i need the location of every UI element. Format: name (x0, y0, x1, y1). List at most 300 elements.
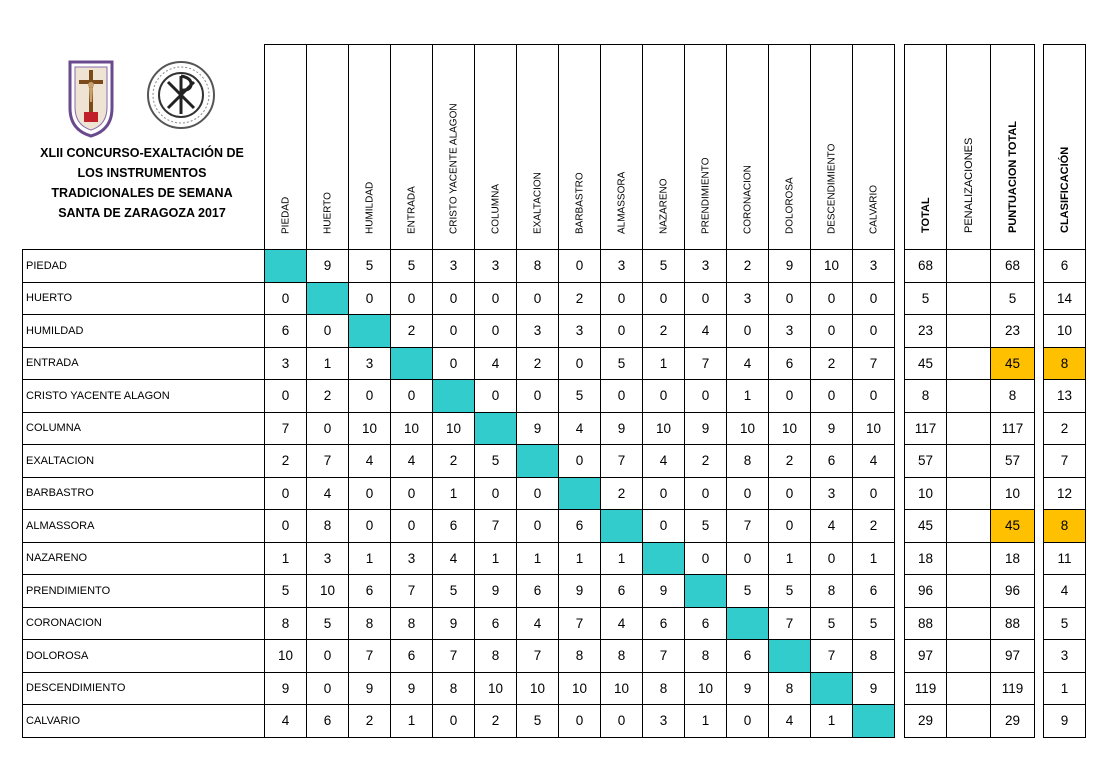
column-header (391, 45, 433, 250)
puntuacion-cell: 97 (991, 640, 1035, 673)
column-header-label: ENTRADA (406, 186, 417, 234)
score-cell: 10 (517, 672, 559, 705)
title-line: TRADICIONALES DE SEMANA (51, 186, 233, 200)
score-cell: 4 (643, 445, 685, 478)
score-cell: 0 (811, 380, 853, 413)
score-cell: 0 (433, 705, 475, 738)
penalizaciones-header-label: PENALIZACIONES (962, 137, 975, 233)
score-cell: 0 (685, 380, 727, 413)
score-cell: 10 (769, 412, 811, 445)
score-cell: 7 (811, 640, 853, 673)
total-cell: 23 (905, 315, 947, 348)
score-cell: 1 (475, 542, 517, 575)
score-cell: 4 (307, 477, 349, 510)
clasif-row (1044, 542, 1086, 575)
score-cell: 2 (559, 282, 601, 315)
clasif-row (1044, 282, 1086, 315)
score-cell: 0 (727, 315, 769, 348)
score-cell: 8 (349, 607, 391, 640)
diagonal-cell (685, 575, 727, 608)
score-cell: 5 (559, 380, 601, 413)
clasificacion-cell: 1 (1044, 672, 1086, 705)
score-cell: 6 (349, 575, 391, 608)
score-cell: 7 (559, 607, 601, 640)
puntuacion-cell: 8 (991, 380, 1035, 413)
score-cell: 4 (265, 705, 307, 738)
score-cell: 7 (643, 640, 685, 673)
score-cell: 7 (601, 445, 643, 478)
score-cell: 6 (853, 575, 895, 608)
row-name: COLUMNA (23, 412, 265, 445)
score-cell: 0 (265, 380, 307, 413)
score-cell: 7 (685, 347, 727, 380)
score-cell: 0 (727, 477, 769, 510)
score-cell: 5 (685, 510, 727, 543)
clasif-row (1044, 445, 1086, 478)
score-cell: 8 (727, 445, 769, 478)
score-cell: 0 (475, 315, 517, 348)
row-name: PIEDAD (23, 250, 265, 283)
score-cell: 0 (433, 347, 475, 380)
puntuacion-cell: 45 (991, 347, 1035, 380)
column-header (643, 45, 685, 250)
score-cell: 7 (475, 510, 517, 543)
score-cell: 1 (433, 477, 475, 510)
score-cell: 0 (475, 282, 517, 315)
score-cell: 0 (517, 510, 559, 543)
score-cell: 0 (265, 282, 307, 315)
puntuacion-cell: 117 (991, 412, 1035, 445)
score-cell: 0 (811, 315, 853, 348)
row-name: CALVARIO (23, 705, 265, 738)
clasificacion-cell: 4 (1044, 575, 1086, 608)
clasif-row (1044, 380, 1086, 413)
diagonal-cell (559, 477, 601, 510)
score-cell: 0 (601, 380, 643, 413)
column-header (559, 45, 601, 250)
score-cell: 8 (601, 640, 643, 673)
clasificacion-cell: 2 (1044, 412, 1086, 445)
score-cell: 0 (307, 315, 349, 348)
classification-table (1043, 44, 1086, 738)
totals-row (905, 412, 1035, 445)
score-cell: 4 (517, 607, 559, 640)
score-cell: 9 (349, 672, 391, 705)
clasif-row (1044, 315, 1086, 348)
clasificacion-cell: 8 (1044, 347, 1086, 380)
score-cell: 0 (769, 477, 811, 510)
score-cell: 8 (517, 250, 559, 283)
score-cell: 0 (349, 282, 391, 315)
score-cell: 0 (811, 542, 853, 575)
score-cell: 0 (559, 445, 601, 478)
row-name: DOLOROSA (23, 640, 265, 673)
clasificacion-cell: 14 (1044, 282, 1086, 315)
column-header (349, 45, 391, 250)
puntuacion-cell: 96 (991, 575, 1035, 608)
column-header (685, 45, 727, 250)
totals-row (905, 607, 1035, 640)
score-cell: 0 (853, 282, 895, 315)
score-cell: 1 (391, 705, 433, 738)
score-cell: 6 (727, 640, 769, 673)
score-cell: 10 (685, 672, 727, 705)
score-cell: 3 (559, 315, 601, 348)
column-header-label: CORONACION (742, 165, 753, 234)
score-cell: 10 (307, 575, 349, 608)
score-cell: 7 (517, 640, 559, 673)
score-cell: 0 (853, 380, 895, 413)
score-cell: 0 (433, 282, 475, 315)
score-cell: 3 (475, 250, 517, 283)
score-cell: 3 (685, 250, 727, 283)
score-cell: 9 (643, 575, 685, 608)
diagonal-cell (643, 542, 685, 575)
row-name: ALMASSORA (23, 510, 265, 543)
score-cell: 9 (853, 672, 895, 705)
score-cell: 1 (685, 705, 727, 738)
score-cell: 1 (601, 542, 643, 575)
puntuacion-header (991, 45, 1035, 250)
diagonal-cell (307, 282, 349, 315)
totals-header-row (905, 45, 1035, 250)
score-cell: 3 (349, 347, 391, 380)
score-cell: 0 (643, 380, 685, 413)
row-name: ENTRADA (23, 347, 265, 380)
score-cell: 1 (265, 542, 307, 575)
score-cell: 0 (265, 510, 307, 543)
diagonal-cell (391, 347, 433, 380)
score-cell: 8 (643, 672, 685, 705)
score-cell: 9 (769, 250, 811, 283)
totals-row (905, 445, 1035, 478)
score-cell: 1 (811, 705, 853, 738)
totals-row (905, 347, 1035, 380)
column-header-label: ALMASSORA (616, 171, 627, 234)
score-cell: 4 (559, 412, 601, 445)
score-cell: 3 (853, 250, 895, 283)
total-header (905, 45, 947, 250)
score-cell: 10 (601, 672, 643, 705)
column-header-label: EXALTACION (532, 172, 543, 234)
totals-row (905, 640, 1035, 673)
penal-cell (947, 250, 991, 283)
score-cell: 1 (307, 347, 349, 380)
clasificacion-cell: 11 (1044, 542, 1086, 575)
score-cell: 6 (643, 607, 685, 640)
score-cell: 0 (853, 315, 895, 348)
score-cell: 0 (391, 282, 433, 315)
penal-cell (947, 542, 991, 575)
score-cell: 2 (433, 445, 475, 478)
table-row (23, 250, 895, 283)
table-row (23, 347, 895, 380)
penal-cell (947, 347, 991, 380)
score-cell: 7 (391, 575, 433, 608)
total-cell: 57 (905, 445, 947, 478)
column-header-label: DOLOROSA (784, 177, 795, 234)
score-cell: 9 (811, 412, 853, 445)
table-row (23, 510, 895, 543)
score-cell: 0 (433, 315, 475, 348)
score-cell: 2 (475, 705, 517, 738)
column-header-label: COLUMNA (490, 183, 501, 234)
score-cell: 0 (475, 477, 517, 510)
score-cell: 8 (307, 510, 349, 543)
score-cell: 10 (559, 672, 601, 705)
score-cell: 9 (559, 575, 601, 608)
penalizaciones-header (947, 45, 991, 250)
clasif-row (1044, 477, 1086, 510)
score-cell: 8 (475, 640, 517, 673)
totals-row (905, 575, 1035, 608)
clasificacion-cell: 8 (1044, 510, 1086, 543)
penal-cell (947, 607, 991, 640)
column-header (433, 45, 475, 250)
score-cell: 9 (517, 412, 559, 445)
table-row (23, 477, 895, 510)
column-header (811, 45, 853, 250)
clasificacion-cell: 13 (1044, 380, 1086, 413)
score-cell: 4 (853, 445, 895, 478)
diagonal-cell (475, 412, 517, 445)
table-row (23, 315, 895, 348)
score-cell: 0 (517, 380, 559, 413)
score-cell: 2 (307, 380, 349, 413)
score-cell: 5 (601, 347, 643, 380)
score-cell: 9 (685, 412, 727, 445)
score-cell: 9 (307, 250, 349, 283)
total-cell: 88 (905, 607, 947, 640)
totals-row (905, 672, 1035, 705)
score-cell: 0 (391, 380, 433, 413)
score-cell: 0 (349, 380, 391, 413)
total-cell: 68 (905, 250, 947, 283)
penal-cell (947, 315, 991, 348)
clasificacion-header-label: CLASIFICACIÓN (1058, 146, 1071, 233)
score-cell: 0 (643, 510, 685, 543)
column-header-label: HUMILDAD (364, 181, 375, 234)
score-cell: 8 (853, 640, 895, 673)
total-cell: 119 (905, 672, 947, 705)
score-cell: 5 (853, 607, 895, 640)
table-row (23, 380, 895, 413)
clasif-row (1044, 250, 1086, 283)
table-row (23, 640, 895, 673)
clasificacion-cell: 6 (1044, 250, 1086, 283)
score-cell: 3 (811, 477, 853, 510)
column-header (853, 45, 895, 250)
score-cell: 7 (307, 445, 349, 478)
column-header-label: CRISTO YACENTE ALAGON (448, 103, 459, 234)
score-cell: 5 (727, 575, 769, 608)
clasif-row (1044, 640, 1086, 673)
totals-row (905, 510, 1035, 543)
score-cell: 3 (433, 250, 475, 283)
penal-cell (947, 412, 991, 445)
score-cell: 10 (349, 412, 391, 445)
column-header (601, 45, 643, 250)
score-cell: 0 (769, 380, 811, 413)
score-cell: 3 (769, 315, 811, 348)
score-cell: 6 (307, 705, 349, 738)
score-cell: 5 (349, 250, 391, 283)
clasif-row (1044, 510, 1086, 543)
score-cell: 5 (307, 607, 349, 640)
clasificacion-cell: 3 (1044, 640, 1086, 673)
column-header-label: DESCENDIMIENTO (826, 143, 837, 234)
puntuacion-cell: 68 (991, 250, 1035, 283)
score-cell: 1 (769, 542, 811, 575)
score-cell: 3 (307, 542, 349, 575)
column-header-label: HUERTO (322, 192, 333, 234)
total-cell: 5 (905, 282, 947, 315)
total-cell: 45 (905, 347, 947, 380)
score-cell: 7 (349, 640, 391, 673)
total-cell: 96 (905, 575, 947, 608)
clasif-row (1044, 575, 1086, 608)
score-cell: 3 (265, 347, 307, 380)
diagonal-cell (853, 705, 895, 738)
score-cell: 6 (433, 510, 475, 543)
score-cell: 0 (685, 477, 727, 510)
totals-table (904, 44, 1035, 738)
score-cell: 10 (265, 640, 307, 673)
score-cell: 4 (601, 607, 643, 640)
score-cell: 8 (769, 672, 811, 705)
totals-row (905, 250, 1035, 283)
score-cell: 0 (853, 477, 895, 510)
score-cell: 0 (391, 477, 433, 510)
score-cell: 6 (517, 575, 559, 608)
row-name: BARBASTRO (23, 477, 265, 510)
score-cell: 1 (349, 542, 391, 575)
score-cell: 0 (517, 477, 559, 510)
score-cell: 0 (559, 705, 601, 738)
score-cell: 0 (643, 282, 685, 315)
clasif-row (1044, 412, 1086, 445)
clasificacion-cell: 7 (1044, 445, 1086, 478)
penal-cell (947, 640, 991, 673)
puntuacion-cell: 88 (991, 607, 1035, 640)
total-cell: 117 (905, 412, 947, 445)
score-cell: 10 (391, 412, 433, 445)
score-cell: 9 (265, 672, 307, 705)
row-name: PRENDIMIENTO (23, 575, 265, 608)
score-cell: 0 (685, 542, 727, 575)
diagonal-cell (517, 445, 559, 478)
score-cell: 9 (601, 412, 643, 445)
score-cell: 0 (727, 542, 769, 575)
diagonal-cell (727, 607, 769, 640)
clasif-header-row (1044, 45, 1086, 250)
score-cell: 2 (601, 477, 643, 510)
score-cell: 5 (769, 575, 811, 608)
score-cell: 0 (727, 705, 769, 738)
column-header-label: PRENDIMIENTO (700, 157, 711, 234)
score-cell: 0 (559, 347, 601, 380)
score-cell: 6 (265, 315, 307, 348)
puntuacion-cell: 119 (991, 672, 1035, 705)
totals-row (905, 542, 1035, 575)
clasif-row (1044, 347, 1086, 380)
puntuacion-header-label: PUNTUACION TOTAL (1006, 120, 1019, 233)
score-cell: 1 (727, 380, 769, 413)
puntuacion-cell: 10 (991, 477, 1035, 510)
puntuacion-cell: 57 (991, 445, 1035, 478)
row-name: NAZARENO (23, 542, 265, 575)
score-cell: 3 (643, 705, 685, 738)
total-cell: 18 (905, 542, 947, 575)
row-name: CORONACION (23, 607, 265, 640)
score-cell: 0 (769, 510, 811, 543)
score-cell: 8 (433, 672, 475, 705)
column-header (265, 45, 307, 250)
puntuacion-cell: 29 (991, 705, 1035, 738)
score-cell: 7 (727, 510, 769, 543)
score-cell: 7 (853, 347, 895, 380)
score-cell: 10 (475, 672, 517, 705)
totals-row (905, 380, 1035, 413)
score-cell: 0 (307, 412, 349, 445)
clasificacion-cell: 10 (1044, 315, 1086, 348)
puntuacion-cell: 18 (991, 542, 1035, 575)
table-row (23, 607, 895, 640)
row-name: DESCENDIMIENTO (23, 672, 265, 705)
score-cell: 7 (433, 640, 475, 673)
diagonal-cell (349, 315, 391, 348)
clasif-row (1044, 672, 1086, 705)
score-cell: 4 (685, 315, 727, 348)
score-cell: 4 (727, 347, 769, 380)
score-cell: 0 (391, 510, 433, 543)
score-cell: 10 (853, 412, 895, 445)
score-cell: 9 (433, 607, 475, 640)
row-name: EXALTACION (23, 445, 265, 478)
score-cell: 0 (601, 705, 643, 738)
penal-cell (947, 445, 991, 478)
score-cell: 2 (265, 445, 307, 478)
score-cell: 7 (265, 412, 307, 445)
puntuacion-cell: 5 (991, 282, 1035, 315)
score-cell: 10 (643, 412, 685, 445)
header-blank (23, 45, 265, 250)
score-cell: 2 (853, 510, 895, 543)
score-cell: 4 (391, 445, 433, 478)
title-line: XLII CONCURSO-EXALTACIÓN DE (40, 146, 244, 160)
score-cell: 8 (265, 607, 307, 640)
penal-cell (947, 672, 991, 705)
score-cell: 6 (475, 607, 517, 640)
table-row (23, 542, 895, 575)
table-row (23, 672, 895, 705)
score-cell: 1 (853, 542, 895, 575)
clasificacion-cell: 12 (1044, 477, 1086, 510)
score-cell: 2 (643, 315, 685, 348)
score-cell: 0 (475, 380, 517, 413)
header-row (23, 45, 895, 250)
total-header-label: TOTAL (919, 197, 932, 233)
score-cell: 2 (769, 445, 811, 478)
totals-row (905, 315, 1035, 348)
score-cell: 8 (685, 640, 727, 673)
score-cell: 5 (391, 250, 433, 283)
score-cell: 8 (391, 607, 433, 640)
totals-row (905, 477, 1035, 510)
column-header (307, 45, 349, 250)
score-cell: 5 (517, 705, 559, 738)
diagonal-cell (433, 380, 475, 413)
